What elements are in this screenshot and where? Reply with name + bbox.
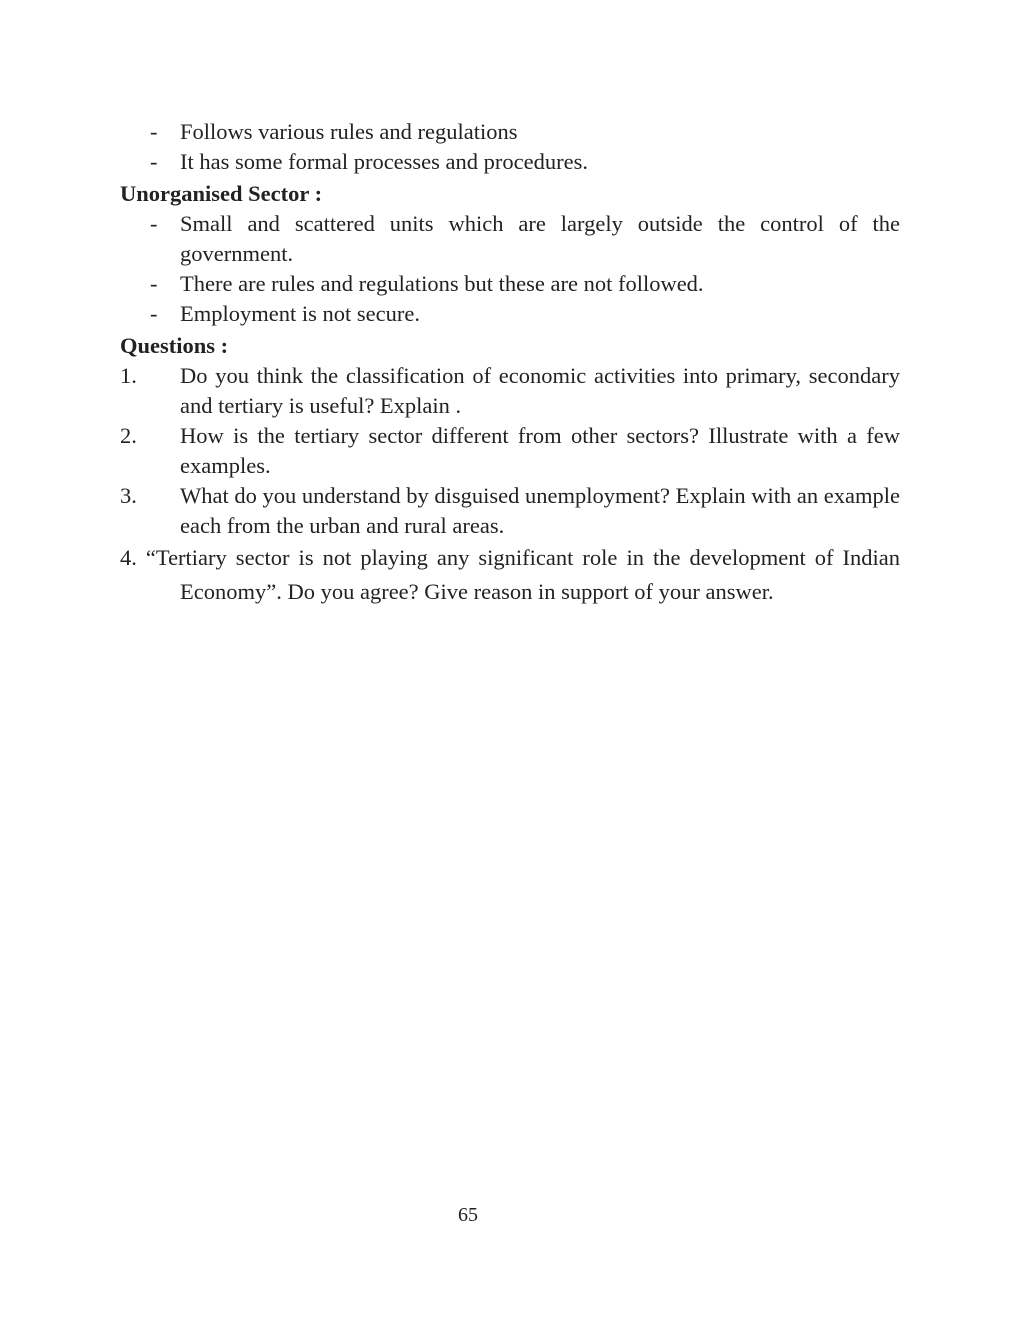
unorganised-point xyxy=(120,299,900,329)
question-number: 4. xyxy=(120,545,146,570)
question-text: How is the tertiary sector different from other sectors? Illustrate with a few examples. xyxy=(180,423,900,478)
question-number: 2. xyxy=(120,423,137,448)
point-text: It has some formal processes and procedures. xyxy=(180,149,588,174)
unorganised-point xyxy=(120,209,900,269)
point-text: Small and scattered units which are largely outside the control of the government. xyxy=(180,211,900,266)
bullet-dash: - xyxy=(150,119,158,144)
bullet-dash: - xyxy=(150,211,158,236)
bullet-dash: - xyxy=(150,149,158,174)
organised-point xyxy=(120,117,900,147)
bullet-dash: - xyxy=(150,301,158,326)
question-item xyxy=(120,541,900,609)
unorganised-sector-heading: Unorganised Sector : xyxy=(120,181,323,206)
question-text: What do you understand by disguised unemployment? Explain with an example each from the urban and rural areas. xyxy=(180,483,900,538)
bullet-dash: - xyxy=(150,271,158,296)
question-item xyxy=(120,481,900,541)
question-item xyxy=(120,421,900,481)
organised-point xyxy=(120,147,900,177)
question-number: 1. xyxy=(120,363,137,388)
question-text: Do you think the classification of economic activities into primary, secondary and tertiary is useful? Explain . xyxy=(180,363,900,418)
question-item xyxy=(120,361,900,421)
point-text: Employment is not secure. xyxy=(180,301,420,326)
page-number: 65 xyxy=(458,1204,478,1226)
point-text: There are rules and regulations but these are not followed. xyxy=(180,271,704,296)
question-text: “Tertiary sector is not playing any significant role in the development of Indian Economy”. Do you agree? Give reason in support of your answer. xyxy=(145,545,900,604)
page-content xyxy=(120,117,900,609)
unorganised-point xyxy=(120,269,900,299)
point-text: Follows various rules and regulations xyxy=(180,119,518,144)
questions-heading: Questions : xyxy=(120,333,229,358)
question-number: 3. xyxy=(120,483,137,508)
